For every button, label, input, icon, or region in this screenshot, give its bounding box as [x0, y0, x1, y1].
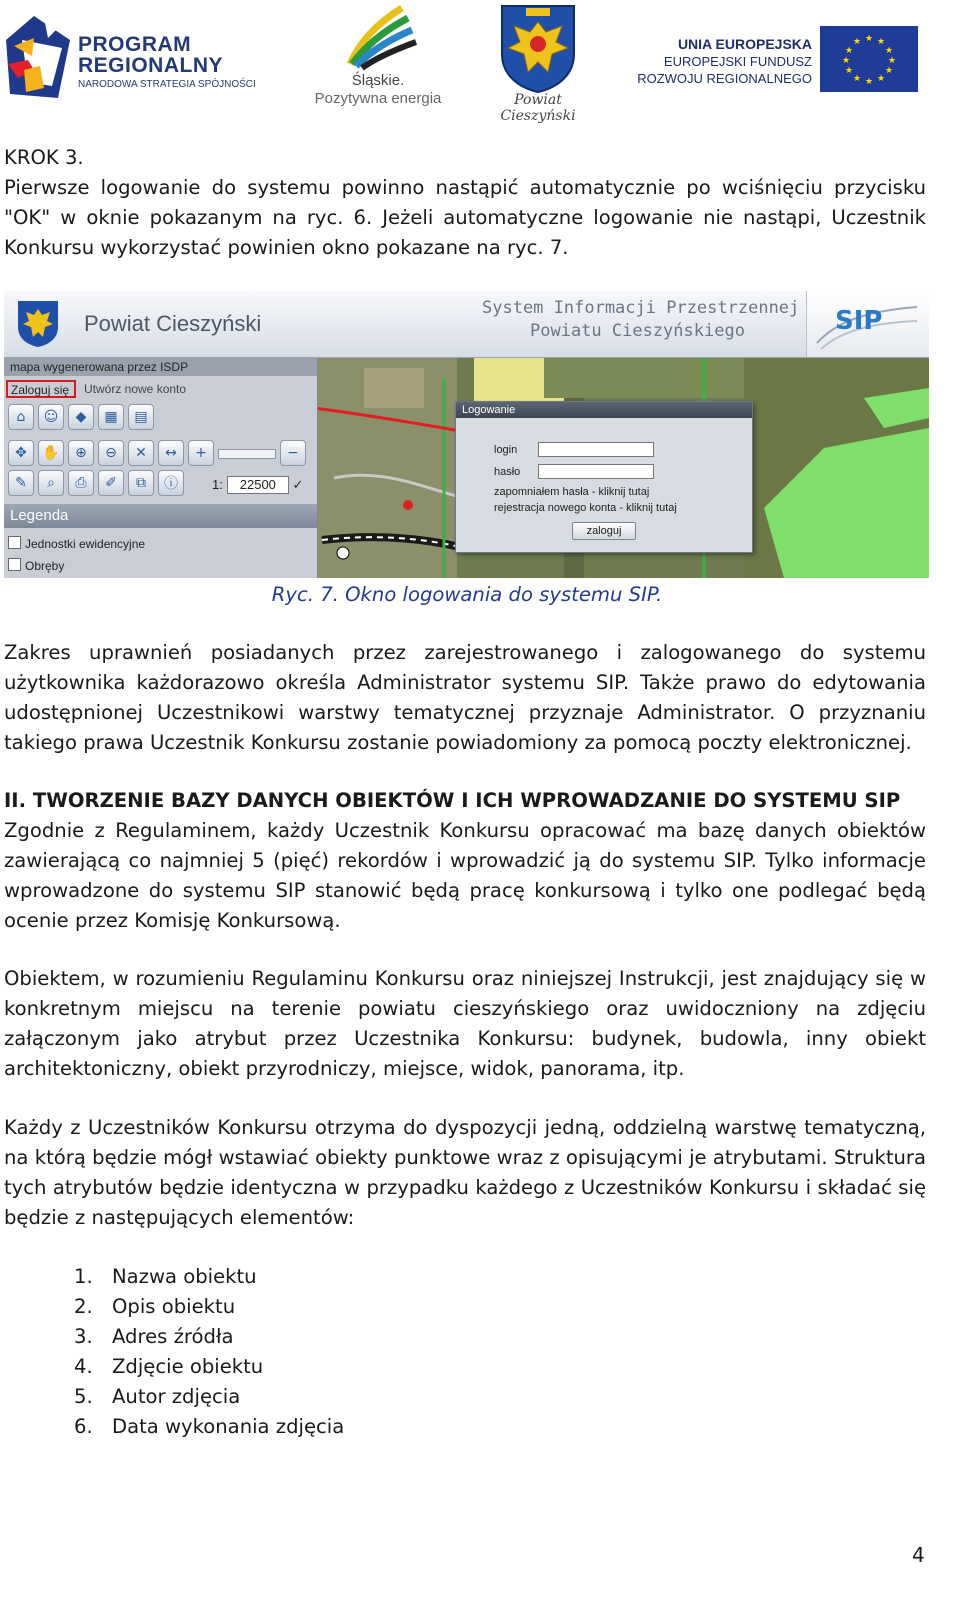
- sip-logo-text: SIP: [835, 306, 883, 336]
- slaskie-slogan: Pozytywna energia: [314, 90, 442, 107]
- sip-system-title-line1: System Informacji Przestrzennej: [482, 298, 800, 318]
- step-label: KROK 3.: [4, 146, 84, 169]
- program-subtitle: NARODOWA STRATEGIA SPÓJNOŚCI: [78, 79, 256, 90]
- logo-slaskie: [312, 2, 444, 112]
- forgot-password-link[interactable]: zapomniałem hasła - kliknij tutaj: [494, 486, 650, 498]
- svg-text:★: ★: [841, 56, 851, 66]
- list-item: [74, 1322, 344, 1352]
- coat-of-arms-icon: [476, 2, 600, 94]
- list-item: [74, 1262, 344, 1292]
- slaskie-name: Śląskie.: [351, 72, 405, 89]
- login-button[interactable]: zaloguj: [572, 522, 636, 540]
- list-text: Nazwa obiektu: [112, 1265, 257, 1288]
- map-strip: mapa wygenerowana przez ISDP: [4, 358, 317, 376]
- page-number: 4: [912, 1543, 925, 1567]
- new-account-link[interactable]: Utwórz nowe konto: [84, 382, 187, 396]
- print-icon[interactable]: ⎙: [68, 470, 94, 496]
- list-text: Data wykonania zdjęcia: [112, 1415, 345, 1438]
- attribute-list: [74, 1262, 344, 1442]
- measure-icon[interactable]: ✎: [8, 470, 34, 496]
- logo-powiat-cieszynski: [476, 2, 600, 124]
- program-title-line2: REGIONALNY: [78, 54, 224, 77]
- svg-text:★: ★: [876, 74, 886, 84]
- svg-text:★: ★: [876, 37, 886, 47]
- object-definition-paragraph: Obiektem, w rozumieniu Regulaminu Konkursu oraz niniejszej Instrukcji, jest znajdujący się w konkretnym miejscu na terenie powiatu cieszyńskiego oraz uwidoczniony na zdjęciu załączonym jako atrybut przez Uczestnika Konkursu: budynek, budowla, inny obiekt architektoniczny, obiekt przyrodniczy, miejsce, widok, panorama, itp.: [4, 967, 926, 1080]
- sip-header: [4, 291, 929, 358]
- list-text: Adres źródła: [112, 1325, 234, 1348]
- legend-item[interactable]: [8, 536, 145, 551]
- info-icon[interactable]: ⓘ: [158, 470, 184, 496]
- zoom-minus-icon[interactable]: −: [280, 440, 306, 466]
- list-item: [74, 1292, 344, 1322]
- list-item: [74, 1382, 344, 1412]
- login-label: login: [494, 444, 518, 456]
- intro-paragraph: Pierwsze logowanie do systemu powinno nastąpić automatycznie po wciśnięciu przycisku "OK" w oknie pokazanym na ryc. 6. Jeżeli automatyczne logowanie nie nastąpi, Uczestnik Konkursu wykorzystać powinien okno pokazane na ryc. 7.: [4, 176, 926, 259]
- layer-paragraph: Każdy z Uczestników Konkursu otrzyma do dyspozycji jedną, oddzielną warstwę tematyczną, na którą będzie mógł wstawiać obiekty punktowe wraz z opisującymi je atrybutami. Struktura tych atrybutów będzie identyczna w przypadku każdego z Uczestników Konkursu i składać się będzie z następujących elementów:: [4, 1116, 926, 1229]
- search-icon[interactable]: ⌕: [38, 470, 64, 496]
- toolbar-row-nav: [8, 440, 306, 470]
- login-dialog-title: Logowanie: [456, 402, 752, 418]
- eu-flag-icon: [820, 26, 918, 92]
- toolbar-row-tools: [8, 470, 184, 500]
- slaskie-waves-icon: [312, 2, 444, 72]
- svg-text:★: ★: [884, 46, 894, 56]
- sip-system-title-line2: Powiatu Cieszyńskiego: [530, 321, 745, 341]
- svg-text:★: ★: [864, 77, 874, 87]
- list-text: Autor zdjęcia: [112, 1385, 241, 1408]
- svg-text:★: ★: [887, 56, 897, 66]
- legend-item-label: Jednostki ewidencyjne: [25, 537, 146, 551]
- legend-header: [4, 504, 317, 528]
- login-link[interactable]: Zaloguj się: [6, 380, 76, 398]
- legend-item-label: Obręby: [25, 559, 65, 573]
- chart-icon[interactable]: ▦: [98, 404, 124, 430]
- sip-system-title: [482, 297, 802, 343]
- sip-logo: [806, 291, 929, 357]
- svg-text:★: ★: [852, 74, 862, 84]
- register-link[interactable]: rejestracja nowego konta - kliknij tutaj: [494, 502, 677, 514]
- program-star-icon: [4, 10, 74, 100]
- tools-panel: [4, 358, 318, 578]
- svg-text:★: ★: [844, 46, 854, 56]
- list-number: 4.: [74, 1355, 93, 1378]
- ue-line2: EUROPEJSKI FUNDUSZ: [663, 54, 812, 69]
- svg-text:★: ★: [844, 66, 854, 76]
- ue-line3: ROZWOJU REGIONALNEGO: [637, 71, 812, 86]
- svg-text:★: ★: [864, 34, 874, 44]
- zoom-plus-icon[interactable]: +: [188, 440, 214, 466]
- scale-control: [212, 476, 303, 494]
- figure-sip-screenshot: [4, 291, 929, 578]
- sip-site-title: Powiat Cieszyński: [84, 311, 262, 336]
- powiat-caption: Powiat Cieszyński: [500, 92, 576, 124]
- login-dialog: [455, 401, 753, 553]
- legend-title: Legenda: [10, 507, 69, 524]
- scale-prefix: 1:: [212, 477, 223, 492]
- svg-text:★: ★: [884, 66, 894, 76]
- logo-program-regionalny: [4, 10, 274, 100]
- copy-icon[interactable]: ⧉: [128, 470, 154, 496]
- password-input[interactable]: [538, 464, 654, 479]
- scale-input[interactable]: 22500: [227, 476, 289, 494]
- permissions-paragraph: Zakres uprawnień posiadanych przez zarejestrowanego i zalogowanego do systemu użytkownika każdorazowo określa Administrator systemu SIP. Także prawo do edytowania udostępnionej Uczestnikowi warstwy tematycznej przyznaje Administrator. O przyznaniu takiego prawa Uczestnik Konkursu zostanie powiadomiony za pomocą poczty elektronicznej.: [4, 641, 926, 754]
- section-heading: II. TWORZENIE BAZY DANYCH OBIEKTÓW I ICH WPROWADZANIE DO SYSTEMU SIP: [4, 789, 901, 812]
- ue-line1: UNIA EUROPEJSKA: [677, 36, 812, 52]
- section-paragraph: Zgodnie z Regulaminem, każdy Uczestnik Konkursu opracować ma bazę danych obiektów zawierającą co najmniej 5 (pięć) rekordów i wprowadzić ją do systemu SIP. Tylko informacje wprowadzone do systemu SIP stanowić będą pracę konkursową i tylko one podlegać będą ocenie przez Komisję Konkursową.: [4, 819, 926, 932]
- legend-item[interactable]: [8, 558, 64, 573]
- login-input[interactable]: [538, 442, 654, 457]
- list-number: 3.: [74, 1325, 93, 1348]
- zoom-slider[interactable]: [218, 449, 276, 459]
- hand-icon[interactable]: ✋: [38, 440, 64, 466]
- password-label: hasło: [494, 466, 521, 478]
- list-number: 2.: [74, 1295, 93, 1318]
- edit-icon[interactable]: ✐: [98, 470, 124, 496]
- list-number: 5.: [74, 1385, 93, 1408]
- powiat-eagle-icon: [14, 299, 62, 349]
- list-number: 1.: [74, 1265, 93, 1288]
- check-icon[interactable]: ✓: [292, 477, 304, 492]
- zoom-out-icon[interactable]: ⊖: [98, 440, 124, 466]
- list-text: Opis obiektu: [112, 1295, 236, 1318]
- list-item: [74, 1412, 344, 1442]
- fullextent-icon[interactable]: ✕: [128, 440, 154, 466]
- users-icon[interactable]: ☺: [38, 404, 64, 430]
- program-title-line1: PROGRAM: [78, 33, 192, 56]
- layers-icon[interactable]: ▤: [128, 404, 154, 430]
- home-icon[interactable]: ⌂: [8, 404, 34, 430]
- figure-caption: Ryc. 7. Okno logowania do systemu SIP.: [271, 583, 663, 606]
- list-item: [74, 1352, 344, 1382]
- history-icon[interactable]: ↔: [158, 440, 184, 466]
- shield-icon[interactable]: ◆: [68, 404, 94, 430]
- sip-logo-icon: [807, 291, 929, 357]
- list-text: Zdjęcie obiektu: [112, 1355, 264, 1378]
- pan-icon[interactable]: ✥: [8, 440, 34, 466]
- toolbar-row-top: [8, 404, 154, 434]
- zoom-in-icon[interactable]: ⊕: [68, 440, 94, 466]
- logo-unia-europejska: [636, 26, 926, 96]
- svg-text:★: ★: [852, 37, 862, 47]
- legend-checkbox[interactable]: [8, 558, 21, 571]
- list-number: 6.: [74, 1415, 93, 1438]
- legend-checkbox[interactable]: [8, 536, 21, 549]
